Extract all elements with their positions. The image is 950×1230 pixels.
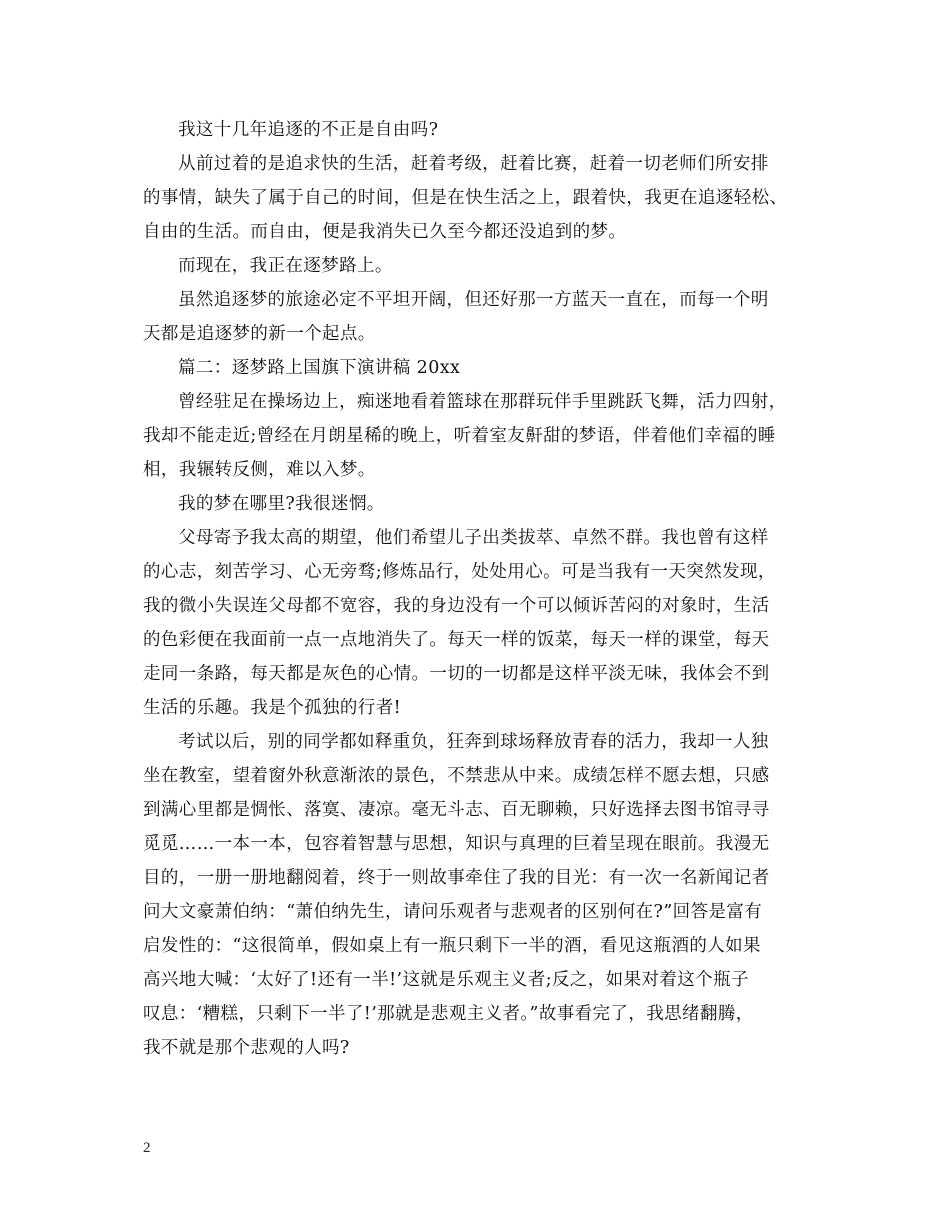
- paragraph-line: 的心志，刻苦学习、心无旁骛;修炼品行，处处用心。可是当我有一天突然发现，: [143, 562, 776, 582]
- paragraph-line: 坐在教室，望着窗外秋意渐浓的景色，不禁悲从中来。成绩怎样不愿去想，只感: [143, 766, 770, 786]
- paragraph-line: 考试以后，别的同学都如释重负，狂奔到球场释放青春的活力，我却一人独: [178, 732, 769, 752]
- paragraph-line: 而现在，我正在逐梦路上。: [178, 256, 393, 276]
- paragraph-line: 虽然追逐梦的旅途必定不平坦开阔，但还好那一方蓝天一直在，而每一个明: [178, 290, 769, 310]
- paragraph-line: 启发性的：“这很简单，假如桌上有一瓶只剩下一半的酒，看见这瓶酒的人如果: [143, 936, 761, 956]
- paragraph-line: 父母寄予我太高的期望，他们希望儿子出类拔萃、卓然不群。我也曾有这样: [178, 528, 769, 548]
- paragraph-line: 生活的乐趣。我是个孤独的行者!: [143, 698, 402, 718]
- paragraph-line: 的色彩便在我面前一点一点地消失了。每天一样的饭菜，每天一样的课堂，每天: [143, 630, 770, 650]
- paragraph-line: 自由的生活。而自由，便是我消失已久至今都还没追到的梦。: [143, 222, 627, 242]
- paragraph-line: 的事情，缺失了属于自己的时间，但是在快生活之上，跟着快，我更在追逐轻松、: [143, 188, 788, 208]
- paragraph-line: 到满心里都是惆怅、落寞、凄凉。毫无斗志、百无聊赖，只好选择去图书馆寻寻: [143, 800, 770, 820]
- paragraph-line: 我的微小失误连父母都不宽容，我的身边没有一个可以倾诉苦闷的对象时，生活: [143, 596, 770, 616]
- paragraph-line: 天都是追逐梦的新一个起点。: [143, 324, 376, 344]
- paragraph-line: 目的，一册一册地翻阅着，终于一则故事牵住了我的目光：有一次一名新闻记者: [143, 868, 770, 888]
- paragraph-line: 觅觅……一本一本，包容着智慧与思想，知识与真理的巨着呈现在眼前。我漫无: [143, 834, 770, 854]
- paragraph-line: 走同一条路，每天都是灰色的心情。一切的一切都是这样平淡无味，我体会不到: [143, 664, 770, 684]
- paragraph-line: 叹息：‘糟糕，只剩下一半了!’那就是悲观主义者。”故事看完了，我思绪翻腾，: [143, 1004, 754, 1024]
- paragraph-line: 相，我辗转反侧，难以入梦。: [143, 460, 376, 480]
- document-body: [143, 113, 826, 1065]
- paragraph-line: 曾经驻足在操场边上，痴迷地看着篮球在那群玩伴手里跳跃飞舞，活力四射，: [178, 392, 787, 412]
- paragraph-line: 我这十几年追逐的不正是自由吗?: [178, 120, 439, 140]
- page-number: 2: [143, 1140, 151, 1156]
- paragraph-line: 问大文豪萧伯纳：“萧伯纳先生，请问乐观者与悲观者的区别何在?”回答是富有: [143, 902, 763, 922]
- paragraph-line: 我不就是那个悲观的人吗?: [143, 1038, 350, 1058]
- paragraph-line: 从前过着的是追求快的生活，赶着考级，赶着比赛，赶着一切老师们所安排: [178, 154, 769, 174]
- paragraph-line: 高兴地大喊：‘太好了!还有一半!’这就是乐观主义者;反之，如果对着这个瓶子: [143, 970, 749, 990]
- paragraph-line: 我却不能走近;曾经在月朗星稀的晚上，听着室友鼾甜的梦语，伴着他们幸福的睡: [143, 426, 776, 446]
- section-heading: 篇二：逐梦路上国旗下演讲稿 20xx: [178, 358, 461, 378]
- paragraph-line: 我的梦在哪里?我很迷惘。: [178, 494, 385, 514]
